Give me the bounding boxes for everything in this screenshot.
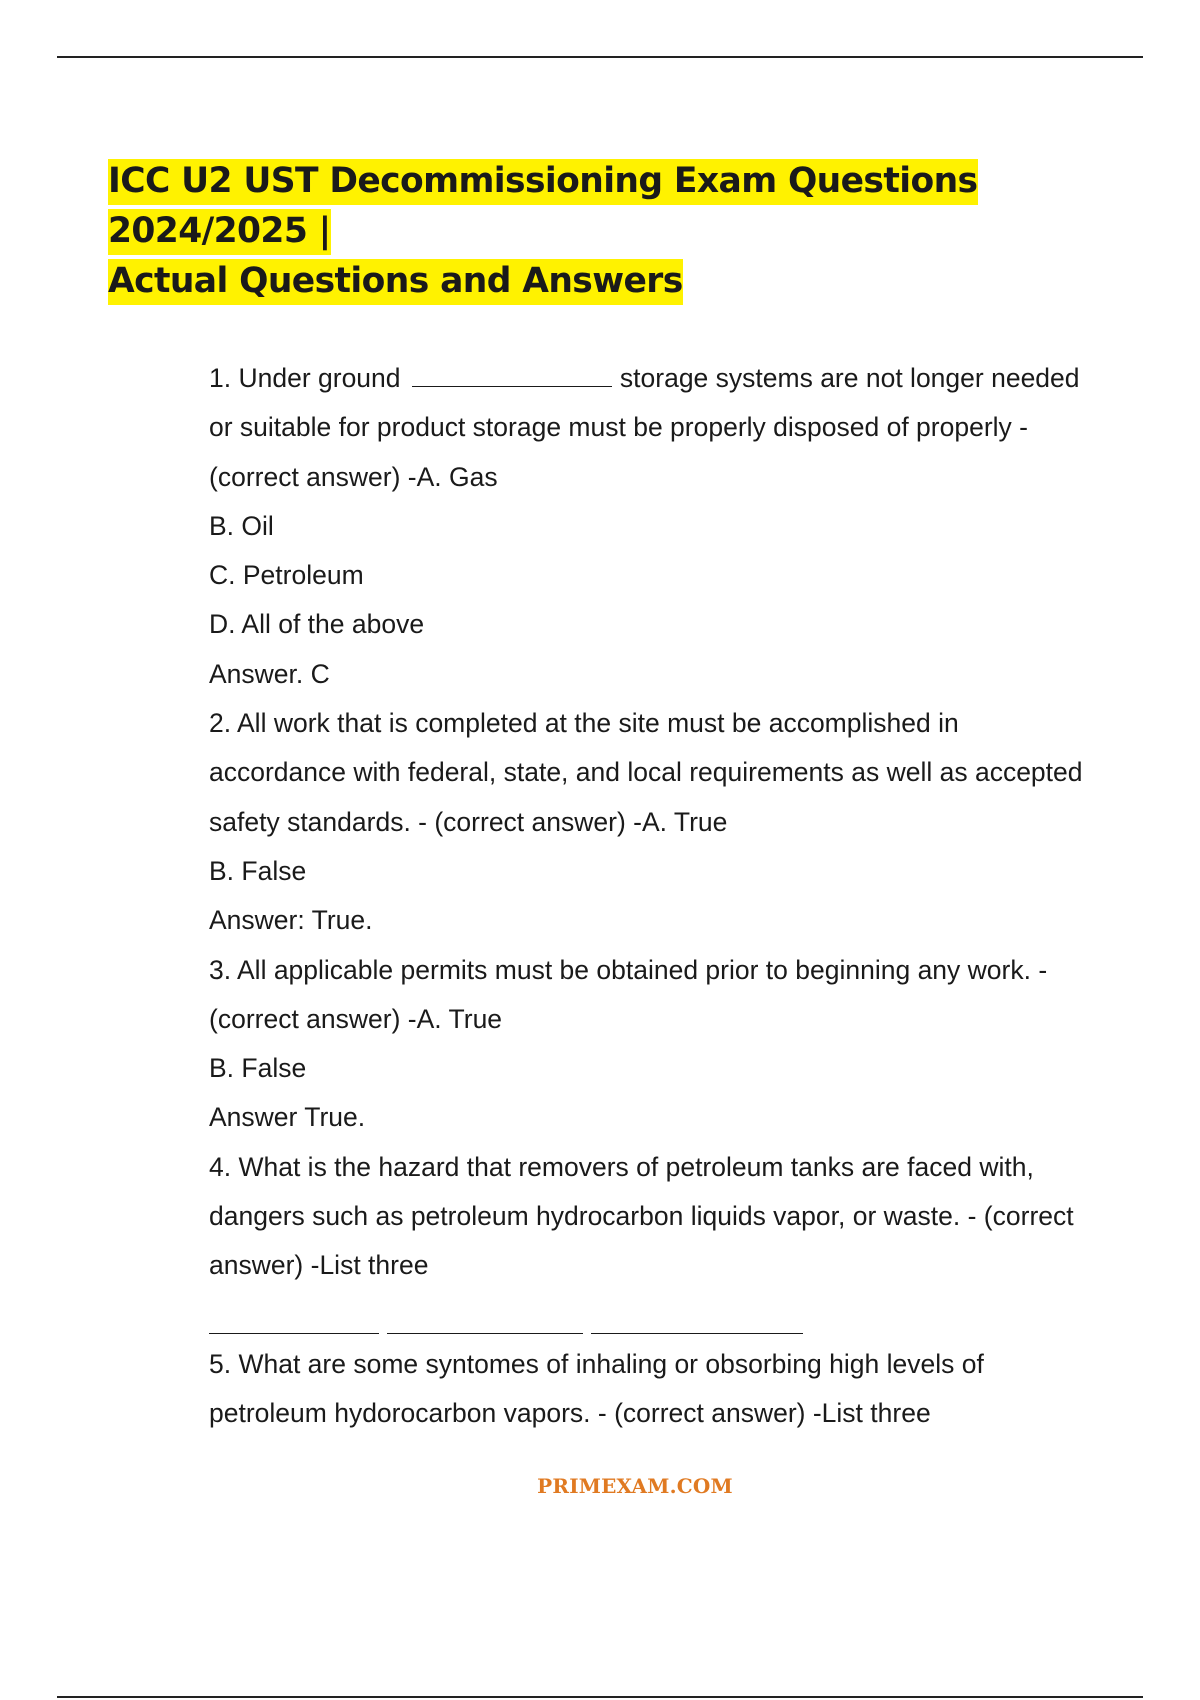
question-1-option-d: D. All of the above xyxy=(209,609,425,640)
question-4-line-1: 4. What is the hazard that removers of petroleum tanks are faced with, xyxy=(209,1151,1034,1182)
question-2-answer: Answer: True. xyxy=(209,905,373,936)
title-line-1: ICC U2 UST Decommissioning Exam Questions 2024/2025 | xyxy=(108,159,978,255)
bottom-divider xyxy=(57,1696,1143,1698)
document-title xyxy=(108,156,1158,306)
question-4-line-3: answer) -List three xyxy=(209,1250,429,1281)
question-1-answer: Answer. C xyxy=(209,658,330,689)
question-2-option-b: B. False xyxy=(209,855,307,886)
question-1-line-3: (correct answer) -A. Gas xyxy=(209,461,498,492)
question-3-line-1: 3. All applicable permits must be obtained prior to beginning any work. - xyxy=(209,954,1048,985)
question-3-option-b: B. False xyxy=(209,1053,307,1084)
question-1-option-c: C. Petroleum xyxy=(209,560,364,591)
question-4-line-2: dangers such as petroleum hydrocarbon liquids vapor, or waste. - (correct xyxy=(209,1201,1074,1232)
top-divider xyxy=(57,56,1143,58)
watermark: PRIMEXAM.COM xyxy=(537,1474,733,1498)
question-3-answer: Answer True. xyxy=(209,1102,366,1133)
question-1-option-b: B. Oil xyxy=(209,510,274,541)
question-5-line-1: 5. What are some syntomes of inhaling or obsorbing high levels of xyxy=(209,1348,984,1379)
question-2-line-2: accordance with federal, state, and local requirements as well as accepted xyxy=(209,757,1083,788)
question-3-line-2: (correct answer) -A. True xyxy=(209,1003,503,1034)
question-1-text-start: 1. Under ground xyxy=(209,363,401,393)
fill-in-blank xyxy=(412,385,612,387)
title-line-2: Actual Questions and Answers xyxy=(108,259,683,305)
question-2-line-3: safety standards. - (correct answer) -A. True xyxy=(209,806,728,837)
answer-blanks xyxy=(209,1291,1149,1340)
question-5-line-2: petroleum hydorocarbon vapors. - (correct answer) -List three xyxy=(209,1398,931,1429)
question-1-text-end: storage systems are not longer needed xyxy=(619,363,1080,393)
question-2-line-1: 2. All work that is completed at the site must be accomplished in xyxy=(209,708,959,739)
question-list xyxy=(209,354,1149,1439)
answer-blank-2 xyxy=(387,1332,583,1334)
question-1-line-1 xyxy=(209,354,1149,403)
answer-blank-3 xyxy=(591,1332,803,1334)
answer-blank-1 xyxy=(209,1332,379,1334)
question-1-line-2: or suitable for product storage must be properly disposed of properly - xyxy=(209,412,1028,443)
